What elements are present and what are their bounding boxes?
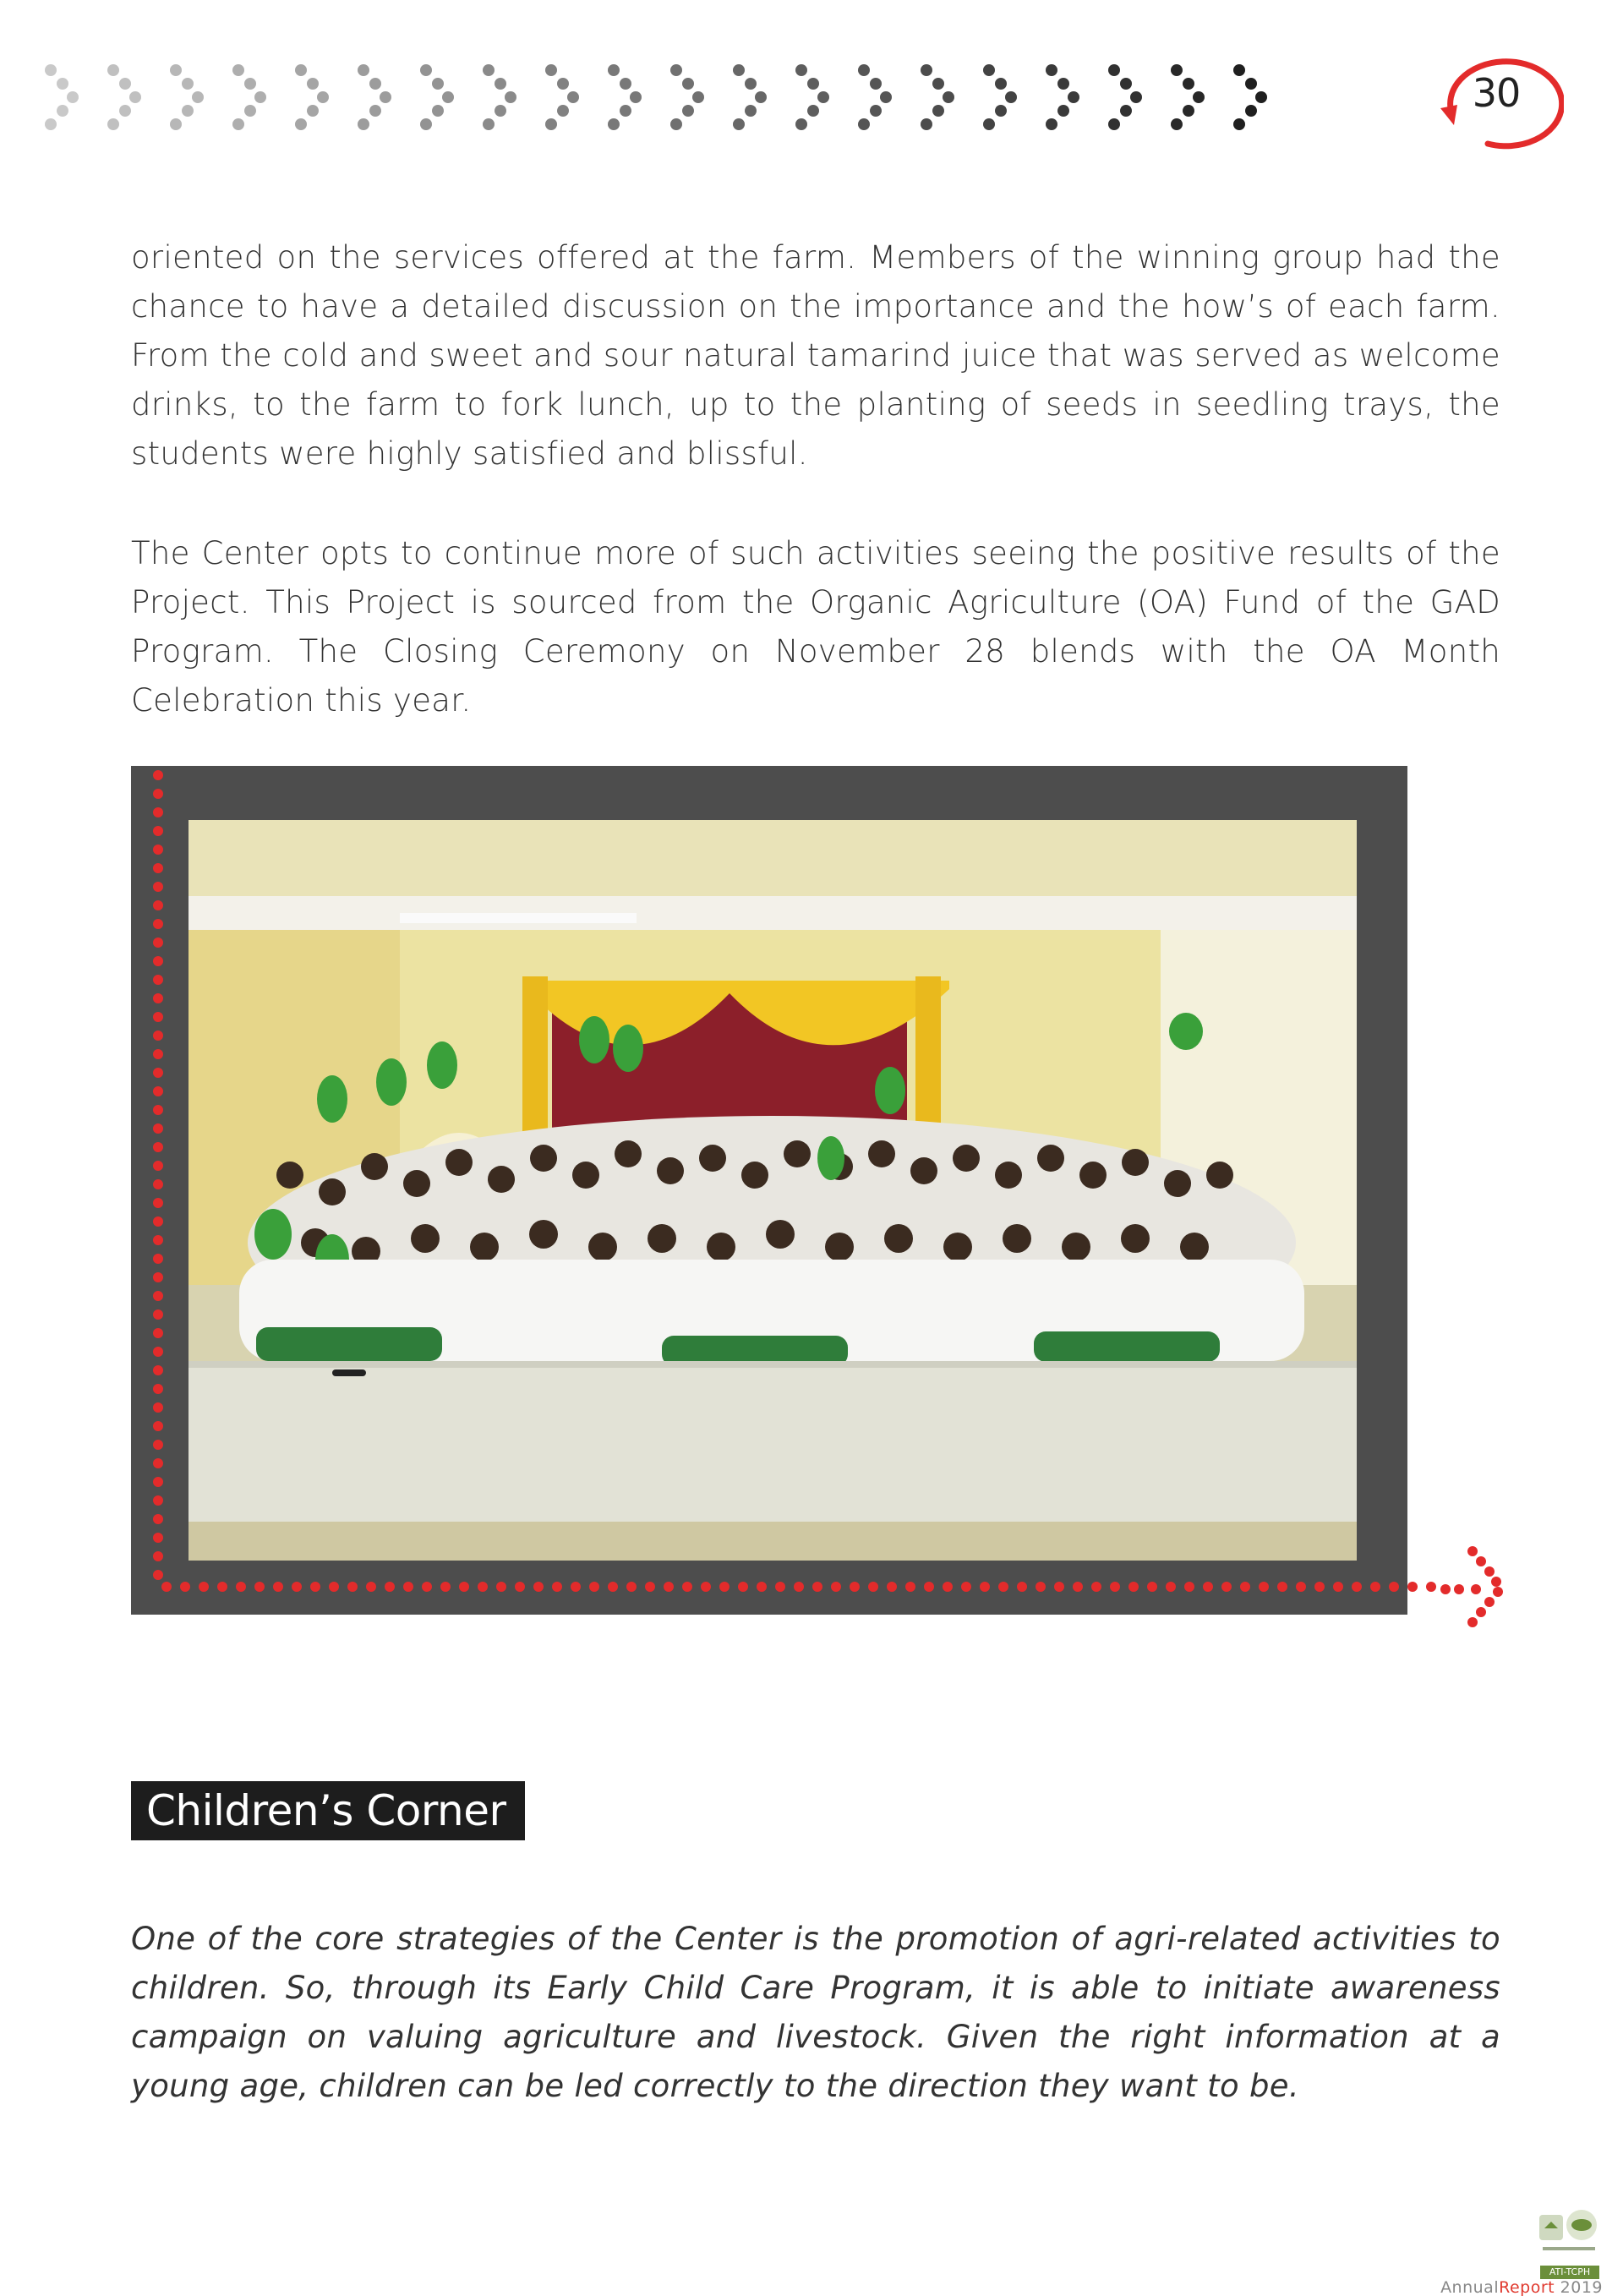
page-number: 30 — [1472, 70, 1521, 116]
chevron-icon — [1043, 63, 1084, 131]
footer-report-year: 2019 — [1560, 2278, 1603, 2296]
footer-report-prefix: Annual — [1440, 2278, 1500, 2296]
paragraph-farm-visit: oriented on the services offered at the farm. Members of the winning group had the chance to have a detailed discussion on the importance and the how’s of each farm. From the cold and sweet and sour natural tamarind juice that was served as welcome drinks, to the farm to fork lunch, up to the planting of seeds in seedling trays, the students were highly satisfied and blissful. — [131, 239, 1500, 472]
paragraph-project-funding: The Center opts to continue more of such activities seeing the positive results of the Project. This Project is sourced from the Organic Agriculture (OA) Fund of the GAD Program. The Closing Ceremony on November 28 blends with the OA Month Celebration this year. — [131, 535, 1500, 719]
chevron-icon — [981, 63, 1021, 131]
chevron-icon — [1231, 63, 1271, 131]
page-number-badge — [1429, 49, 1564, 150]
chevron-icon — [1106, 63, 1146, 131]
red-dotted-line-vertical — [152, 769, 164, 1589]
paragraph-childrens-corner: One of the core strategies of the Center is the promotion of agri-related activities to children. So, through its Early Child Care Program, it is able to initiate awareness campaign on valuing agriculture and livestock. Given the right information at a young age, children can be led correctly to the direction they want to be. — [131, 1921, 1500, 2104]
footer-brand: ATI-TCPH — [1540, 2266, 1599, 2279]
chevron-icon — [292, 63, 333, 131]
chevron-icon — [355, 63, 396, 131]
photo-frame — [131, 766, 1407, 1615]
chevron-icon — [105, 63, 145, 131]
agency-logo-icon — [1534, 2198, 1602, 2266]
chevron-icon — [167, 63, 208, 131]
chevron-icon — [730, 63, 771, 131]
footer-report-title — [1440, 2280, 1603, 2296]
chevron-icon — [918, 63, 959, 131]
group-photo — [189, 820, 1357, 1561]
chevron-icon — [42, 63, 83, 131]
chevron-icon — [418, 63, 458, 131]
group-photo-illustration — [189, 820, 1357, 1561]
chevron-icon — [605, 63, 646, 131]
red-dotted-line-horizontal — [161, 1581, 1445, 1593]
chevron-icon — [793, 63, 833, 131]
chevron-icon — [230, 63, 270, 131]
chevron-icon — [855, 63, 896, 131]
red-dot-arrow-icon — [1437, 1543, 1505, 1636]
footer-report-highlight: Report — [1499, 2278, 1555, 2296]
section-heading-childrens-corner: Children’s Corner — [131, 1781, 525, 1840]
header-chevron-row — [42, 63, 1293, 131]
chevron-icon — [480, 63, 521, 131]
chevron-icon — [543, 63, 583, 131]
chevron-icon — [1168, 63, 1209, 131]
chevron-icon — [668, 63, 708, 131]
